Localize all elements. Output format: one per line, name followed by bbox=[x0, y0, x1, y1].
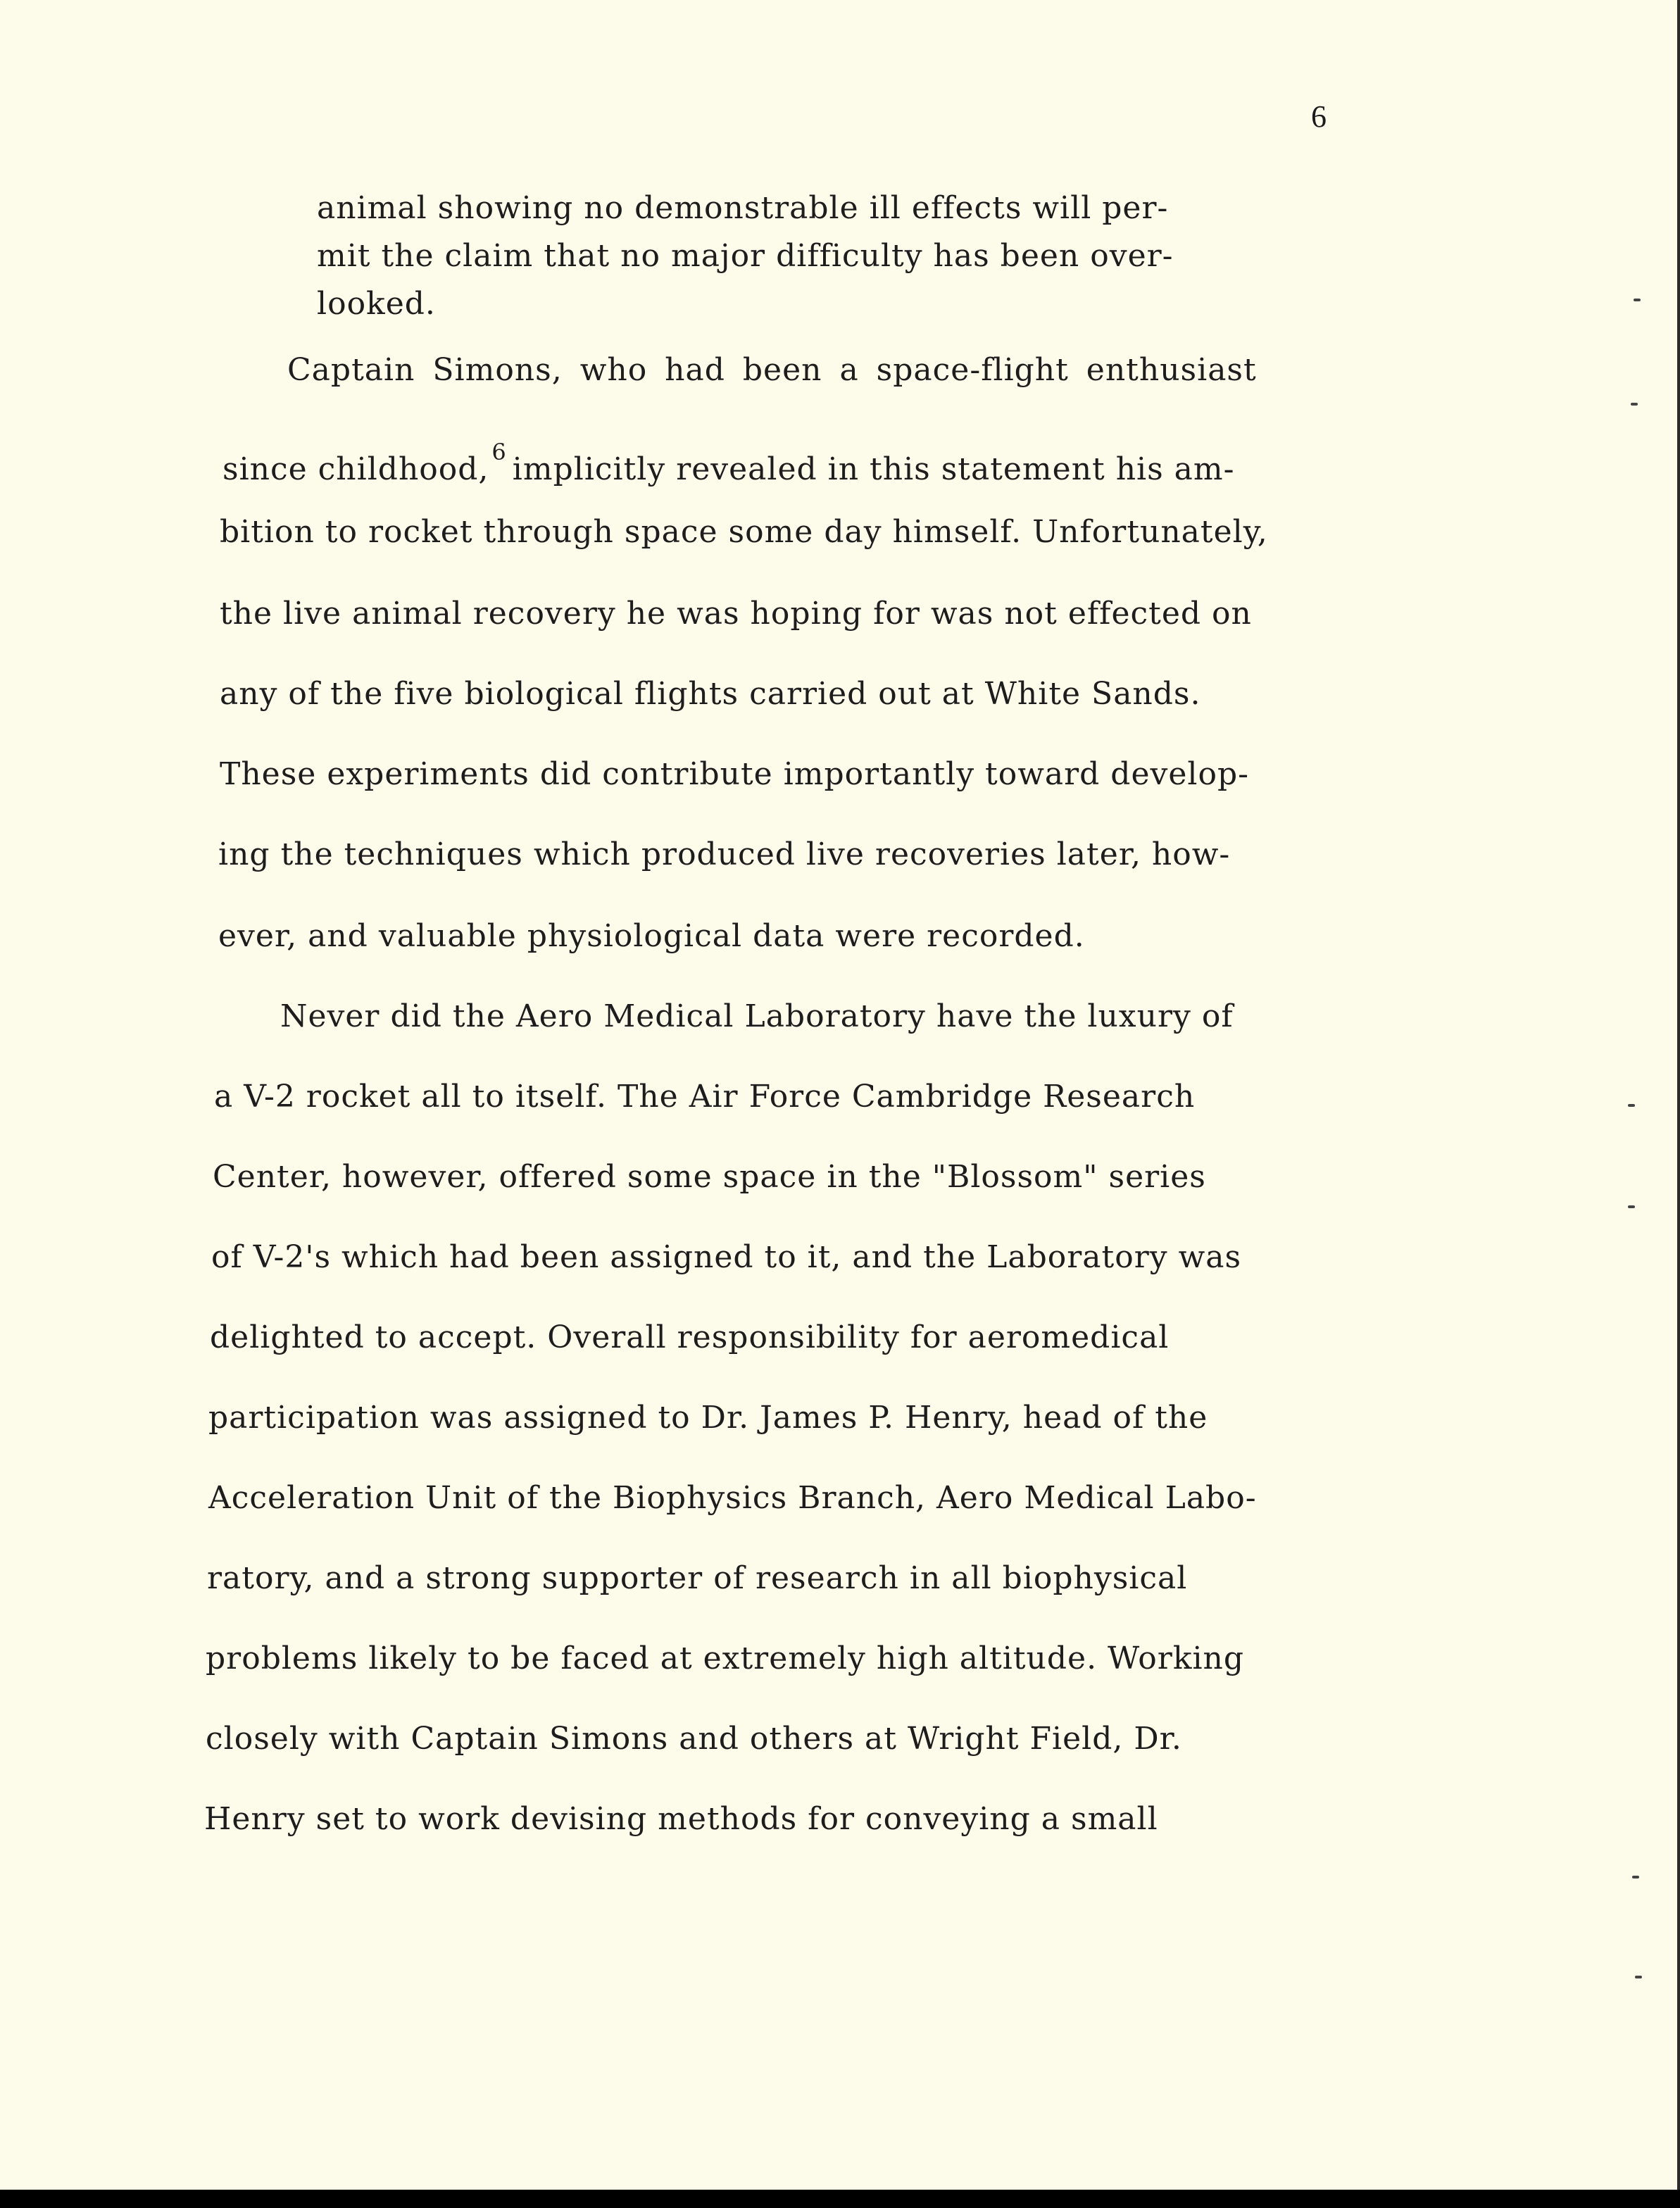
text-fragment: implicitly revealed in this statement his am- bbox=[512, 451, 1235, 487]
text-line: Acceleration Unit of the Biophysics Branch, Aero Medical Labo- bbox=[208, 1480, 1257, 1516]
scan-mark bbox=[1631, 403, 1638, 406]
quote-line: animal showing no demonstrable ill effects will per- bbox=[317, 190, 1169, 226]
text-line: delighted to accept. Overall responsibility for aeromedical bbox=[210, 1319, 1170, 1355]
text-line: of V-2's which had been assigned to it, and the Laboratory was bbox=[211, 1239, 1242, 1275]
text-line: any of the five biological flights carried out at White Sands. bbox=[220, 676, 1201, 712]
text-line: Never did the Aero Medical Laboratory have the luxury of bbox=[280, 998, 1234, 1034]
text-line: a V-2 rocket all to itself. The Air Force Cambridge Research bbox=[214, 1079, 1196, 1115]
text-line: problems likely to be faced at extremely high altitude. Working bbox=[206, 1641, 1245, 1676]
quote-line: mit the claim that no major difficulty has been over- bbox=[317, 238, 1174, 274]
text-line: Captain Simons, who had been a space-flight enthusiast bbox=[287, 352, 1257, 388]
text-line: bition to rocket through space some day himself. Unfortunately, bbox=[220, 514, 1268, 550]
text-line: the live animal recovery he was hoping for was not effected on bbox=[220, 596, 1252, 632]
text-fragment: since childhood, bbox=[222, 451, 489, 487]
text-line: ing the techniques which produced live recoveries later, how- bbox=[218, 836, 1231, 872]
text-line: participation was assigned to Dr. James P. Henry, head of the bbox=[208, 1400, 1208, 1436]
page-number: 6 bbox=[1311, 99, 1327, 134]
text-line: closely with Captain Simons and others at Wright Field, Dr. bbox=[206, 1721, 1182, 1757]
text-line: ever, and valuable physiological data were recorded. bbox=[218, 918, 1085, 954]
scan-mark bbox=[1634, 299, 1641, 301]
text-line: These experiments did contribute importantly toward develop- bbox=[220, 756, 1249, 792]
scan-mark bbox=[1635, 1976, 1642, 1978]
block-quote bbox=[317, 184, 1253, 328]
text-line bbox=[222, 431, 1235, 487]
text-line: Center, however, offered some space in the "Blossom" series bbox=[213, 1159, 1206, 1195]
scan-mark bbox=[1628, 1205, 1635, 1208]
text-line: ratory, and a strong supporter of research in all biophysical bbox=[207, 1560, 1188, 1596]
footnote-reference: 6 bbox=[491, 439, 507, 465]
quote-line: looked. bbox=[317, 286, 436, 322]
text-line: Henry set to work devising methods for conveying a small bbox=[204, 1801, 1158, 1837]
scan-mark bbox=[1628, 1104, 1635, 1107]
scan-mark bbox=[1632, 1876, 1639, 1878]
